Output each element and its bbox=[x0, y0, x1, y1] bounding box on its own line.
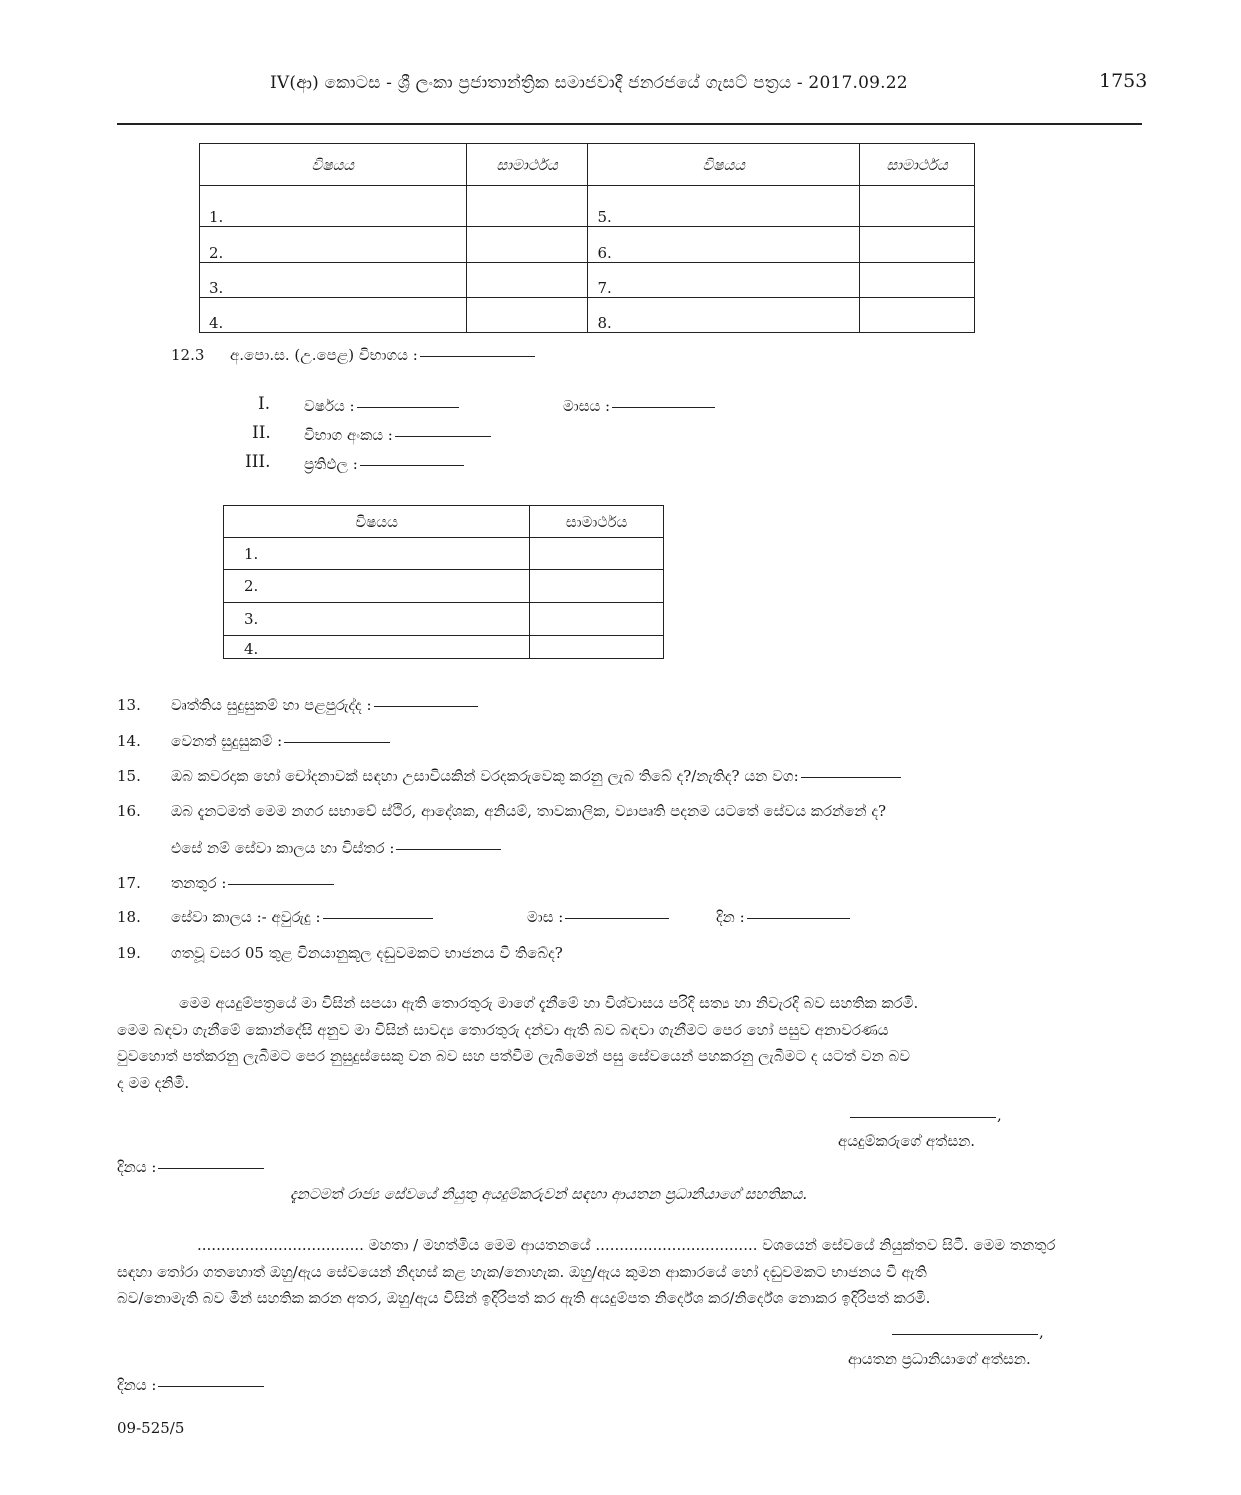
question-number: 17. bbox=[117, 874, 141, 892]
item-numeral: I. bbox=[258, 394, 271, 414]
name-blank[interactable]: ................................... bbox=[197, 1236, 364, 1254]
table-header-row bbox=[224, 506, 664, 538]
certificate-paragraph bbox=[117, 1232, 1141, 1312]
row-number: 4. bbox=[224, 636, 530, 659]
month-label: මාසය : bbox=[563, 397, 611, 415]
answer-blank[interactable] bbox=[228, 883, 334, 885]
row-number: 1. bbox=[200, 186, 467, 227]
question-number: 14. bbox=[117, 732, 141, 750]
declaration-line: මෙම බඳවා ගැනීමේ කොන්දේසි අනුව මා විසින් සාවද්‍ය තොරතුරු දන්වා ඇති බව බඳවා ගැනීමට පෙර හෝ පසුව අනාවරණය bbox=[117, 1020, 889, 1039]
months-label: මාස : bbox=[527, 908, 564, 926]
row-number: 6. bbox=[588, 227, 860, 263]
item-numeral: III. bbox=[245, 452, 271, 472]
certificate-text: මහතා / මහත්මිය මෙම ආයතනයේ bbox=[368, 1236, 591, 1254]
head-date-field bbox=[117, 1376, 264, 1394]
question-18-days bbox=[716, 908, 850, 926]
question-text: තනතුර : bbox=[171, 874, 227, 892]
head-signature-label: ආයතන ප්‍රධානියාගේ අත්සන. bbox=[848, 1350, 1031, 1368]
exam-number-field bbox=[304, 426, 491, 444]
table-row bbox=[200, 298, 975, 333]
pass-cell bbox=[530, 636, 664, 659]
footer-code: 09-525/5 bbox=[117, 1419, 185, 1437]
table-header-row bbox=[200, 144, 975, 186]
pass-cell bbox=[860, 263, 975, 298]
row-number: 5. bbox=[588, 186, 860, 227]
certificate-line bbox=[117, 1232, 1141, 1259]
year-blank[interactable] bbox=[357, 406, 459, 408]
table-row bbox=[200, 263, 975, 298]
subjects-table-2 bbox=[223, 505, 664, 659]
table-row bbox=[224, 538, 664, 570]
comma: , bbox=[997, 1106, 1002, 1124]
row-number: 1. bbox=[224, 538, 530, 570]
results-blank[interactable] bbox=[360, 464, 464, 466]
pass-cell bbox=[860, 186, 975, 227]
row-number: 3. bbox=[224, 603, 530, 636]
answer-blank[interactable] bbox=[801, 776, 901, 778]
answer-blank[interactable] bbox=[396, 848, 501, 850]
question-text: එසේ නම් සේවා කාලය හා විස්තර : bbox=[171, 839, 395, 857]
applicant-signature-label: අයදුම්කරුගේ අත්සන. bbox=[838, 1132, 976, 1150]
month-blank[interactable] bbox=[612, 406, 715, 408]
question-18-years bbox=[171, 908, 433, 926]
pass-cell bbox=[466, 186, 588, 227]
row-number: 2. bbox=[200, 227, 467, 263]
question-16: ඔබ දැනටමත් මෙම නගර සභාවේ ස්ථිර, ආදේශක, අනියම්, තාවකාලික, ව්‍යාපෘති පදනම යටතේ සේවය කරන්නේ ද? bbox=[171, 802, 887, 820]
month-field bbox=[563, 397, 715, 415]
date-label: දිනය : bbox=[117, 1158, 157, 1176]
pass-header: සාමාර්ථය bbox=[530, 506, 664, 538]
declaration-line: වුවහොත් පත්කරනු ලැබීමට පෙර නුසුදුස්සෙකු වන බව සහ පත්වීම ලැබීමෙන් පසු සේවයෙන් පහකරනු ලැබීමට ද යටත් වන බව bbox=[117, 1047, 911, 1065]
table-row bbox=[224, 570, 664, 603]
table-row bbox=[200, 186, 975, 227]
table-row bbox=[200, 227, 975, 263]
row-number: 3. bbox=[200, 263, 467, 298]
page-number: 1753 bbox=[1099, 70, 1148, 92]
pass-cell bbox=[530, 538, 664, 570]
al-exam-field bbox=[230, 346, 535, 364]
subjects-table-1 bbox=[199, 143, 975, 333]
pass-cell bbox=[860, 227, 975, 263]
pass-header: සාමාර්ථය bbox=[466, 144, 588, 186]
declaration-paragraph bbox=[117, 990, 1141, 1096]
question-text: වෙනත් සුදුසුකම් : bbox=[171, 732, 283, 750]
pass-cell bbox=[466, 298, 588, 333]
question-number: 15. bbox=[117, 767, 141, 785]
row-number: 8. bbox=[588, 298, 860, 333]
question-16-details bbox=[171, 839, 501, 857]
comma: , bbox=[1039, 1323, 1044, 1341]
header-rule bbox=[117, 123, 1142, 125]
certificate-title: දැනටමත් රාජ්‍ය සේවයේ නියුතු අයදුම්කරුවන් සඳහා ආයතන ප්‍රධානියාගේ සහතිකය. bbox=[290, 1185, 808, 1203]
applicant-signature-line[interactable] bbox=[850, 1117, 996, 1118]
months-blank[interactable] bbox=[565, 917, 669, 919]
row-number: 4. bbox=[200, 298, 467, 333]
pass-cell bbox=[466, 263, 588, 298]
year-label: වර්ෂය : bbox=[304, 397, 355, 415]
pass-cell bbox=[530, 570, 664, 603]
declaration-line: මෙම අයදුම්පත්‍රයේ මා විසින් සපයා ඇති තොරතුරු මාගේ දැනීමේ හා විශ්වාසය පරිදි සත්‍ය හා නිවැරදි බව සහතික කරමි. bbox=[179, 994, 919, 1012]
date-blank[interactable] bbox=[158, 1167, 264, 1169]
row-number: 2. bbox=[224, 570, 530, 603]
question-text: වෘත්තිය සුදුසුකම් හා පළපුරුද්ද : bbox=[171, 696, 372, 714]
row-number: 7. bbox=[588, 263, 860, 298]
pass-cell bbox=[860, 298, 975, 333]
position-blank[interactable]: .................................. bbox=[595, 1236, 758, 1254]
subject-header: විෂයය bbox=[224, 506, 530, 538]
days-blank[interactable] bbox=[747, 917, 850, 919]
question-number: 19. bbox=[117, 944, 141, 962]
results-field bbox=[304, 455, 464, 473]
certificate-text: වශයෙන් සේවයේ නියුක්තව සිටී. මෙම තනතුර bbox=[762, 1236, 1056, 1254]
date-label: දිනය : bbox=[117, 1376, 157, 1394]
date-blank[interactable] bbox=[158, 1385, 264, 1387]
question-number: 18. bbox=[117, 908, 141, 926]
subject-header: විෂයය bbox=[200, 144, 467, 186]
years-blank[interactable] bbox=[323, 917, 433, 919]
question-19: ගතවූ වසර 05 තුළ විනයානුකූල දඬුවමකට භාජනය වී තිබේද? bbox=[171, 944, 563, 962]
declaration-line: ද මම දනිමි. bbox=[117, 1073, 190, 1092]
head-signature-line[interactable] bbox=[892, 1334, 1038, 1335]
pass-cell bbox=[466, 227, 588, 263]
al-exam-blank[interactable] bbox=[420, 355, 535, 357]
certificate-line: බව/නොමැති බව මින් සහතික කරන අතර, ඔහු/ඇය විසින් ඉදිරිපත් කර ඇති අයදුම්පත නිර්දේශ කර/නිර්දේශ නොකර ඉදිරිපත් කරමි. bbox=[117, 1289, 931, 1307]
applicant-date-field bbox=[117, 1158, 264, 1176]
question-text: ඔබ කවරදාක හෝ චෝදනාවක් සඳහා උසාවියකින් වරදකරුවෙකු කරනු ලැබ තිබේ ද?/නැතිද? යන වග: bbox=[171, 767, 799, 785]
pass-cell bbox=[530, 603, 664, 636]
question-number: 16. bbox=[117, 802, 141, 820]
results-label: ප්‍රතිඵල : bbox=[304, 455, 358, 473]
question-text: සේවා කාලය :- අවුරුදු : bbox=[171, 908, 321, 926]
table-row bbox=[224, 636, 664, 659]
answer-blank[interactable] bbox=[374, 705, 478, 707]
section-number: 12.3 bbox=[171, 346, 205, 364]
al-exam-label: අ.පො.ස. (උ.පෙළ) විභාගය : bbox=[230, 346, 418, 364]
certificate-line: සඳහා තෝරා ගතහොත් ඔහු/ඇය සේවයෙන් නිදහස් කළ හැක/නොහැක. ඔහු/ඇය කුමන ආකාරයේ හෝ දඬුවමකට භාජනය වී ඇති bbox=[117, 1262, 927, 1281]
question-15 bbox=[171, 767, 1111, 785]
question-17 bbox=[171, 874, 334, 892]
question-14 bbox=[171, 732, 390, 750]
item-numeral: II. bbox=[252, 423, 271, 443]
exam-number-blank[interactable] bbox=[395, 435, 491, 437]
subject-header: විෂයය bbox=[588, 144, 860, 186]
page-header-title: IV(ආ) කොටස - ශ්‍රී ලංකා ප්‍රජාතාන්ත්‍රික සමාජවාදී ජනරජයේ ගැසට් පත්‍රය - 2017.09.22 bbox=[270, 73, 908, 93]
question-13 bbox=[171, 696, 478, 714]
question-18-months bbox=[527, 908, 669, 926]
year-field bbox=[304, 397, 459, 415]
answer-blank[interactable] bbox=[284, 741, 390, 743]
days-label: දින : bbox=[716, 908, 745, 926]
pass-header: සාමාර්ථය bbox=[860, 144, 975, 186]
question-number: 13. bbox=[117, 696, 141, 714]
exam-number-label: විභාග අංකය : bbox=[304, 426, 393, 444]
table-row bbox=[224, 603, 664, 636]
